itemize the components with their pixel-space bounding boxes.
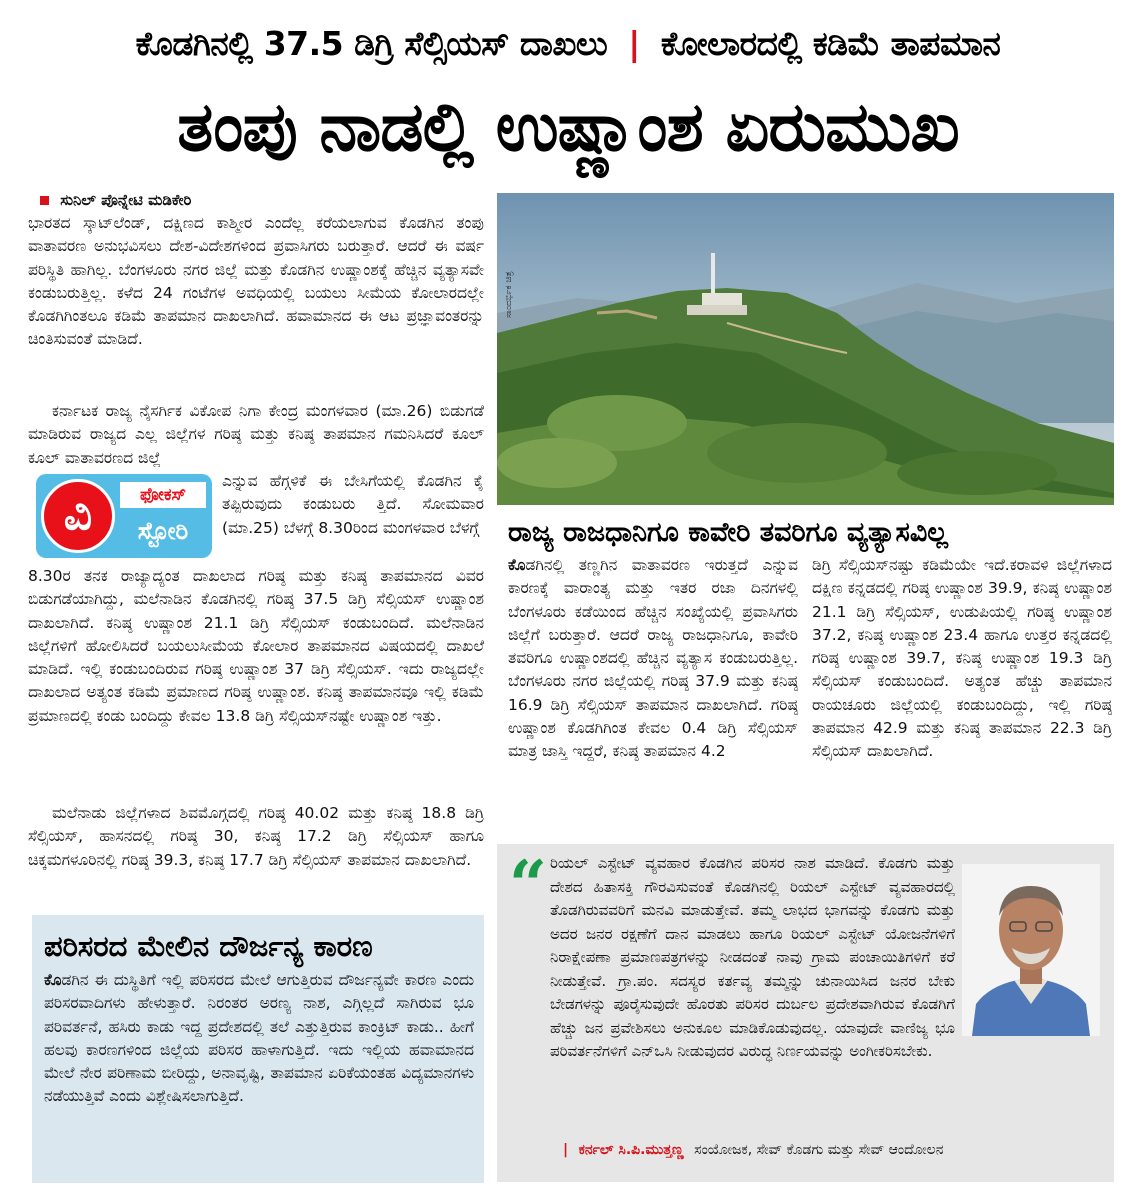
article-paragraph-2-rest: 8.30ರ ತನಕ ರಾಜ್ಯಾದ್ಯಂತ ದಾಖಲಾದ ಗರಿಷ್ಠ ಮತ್ತು ಕನಿಷ್ಠ ತಾಪಮಾನದ ವಿವರ ಬಿಡುಗಡೆಯಾಗಿದ್ದು, ಮಲೆನಾಡಿನ ಕೊಡಗಿನಲ್ಲಿ ಗರಿಷ್ಠ 37.5 ಡಿಗ್ರಿ ಸೆಲ್ಸಿಯಸ್ ಉಷ್ಣಾಂಶ ದಾಖಲಾಗಿದೆ. ಕನಿಷ್ಠ ಉಷ್ಣಾಂಶ 21.1 ಡಿಗ್ರಿ ಸೆಲ್ಸಿಯಸ್ ಕಂಡುಬಂದಿದೆ. ಮಲೆನಾಡಿನ ಜಿಲ್ಲೆಗಳಿಗೆ ಹೋಲಿಸಿದರೆ ಬಯಲುಸೀಮೆಯ ಕೋಲಾರ ತಾಪಮಾನದ ವಿಷಯದಲ್ಲಿ ದಾಖಲೆ ಮಾಡಿದೆ. ಇಲ್ಲಿ ಕಂಡುಬಂದಿರುವ ಗರಿಷ್ಠ ಉಷ್ಣಾಂಶ 37 ಡಿಗ್ರಿ ಸೆಲ್ಸಿಯಸ್. ಇದು ರಾಜ್ಯದಲ್ಲೇ ದಾಖಲಾದ ಅತ್ಯಂತ ಕಡಿಮೆ ಪ್ರಮಾಣದ ಗರಿಷ್ಠ ಉಷ್ಣಾಂಶ. ಕನಿಷ್ಠ ತಾಪಮಾನವೂ ಇಲ್ಲಿ ಕಡಿಮೆ ಪ್ರಮಾಣದಲ್ಲಿ ಕಂಡು ಬಂದಿದ್ದು ಕೇವಲ 13.8 ಡಿಗ್ರಿ ಸೆಲ್ಸಿಯಸ್‌ನಷ್ಟೇ ಉಷ್ಣಾಂಶ ಇತ್ತು. (28, 567, 484, 725)
kicker-right: ಕೋಲಾರದಲ್ಲಿ ಕಡಿಮೆ ತಾಪಮಾನ (660, 24, 1001, 63)
attribution-role: ಸಂಯೋಜಕ, ಸೇವ್ ಕೊಡಗು ಮತ್ತು ಸೇವ್ ಆಂದೋಲನ (694, 1142, 944, 1158)
quote-text: ರಿಯಲ್ ಎಸ್ಟೇಟ್ ವ್ಯವಹಾರ ಕೊಡಗಿನ ಪರಿಸರ ನಾಶ ಮಾಡಿದೆ. ಕೊಡಗು ಮತ್ತು ದೇಶದ ಹಿತಾಸಕ್ತಿ ಗೌರವಿಸುವಂತೆ ಕೊಡಗಿನಲ್ಲಿ ರಿಯಲ್ ಎಸ್ಟೇಟ್ ವ್ಯವಹಾರದಲ್ಲಿ ತೊಡಗಿರುವವರಿಗೆ ಮನವಿ ಮಾಡುತ್ತೇವೆ. ತಮ್ಮ ಲಾಭದ ಭಾಗವನ್ನು ಕೊಡಗು ಮತ್ತು ಅದರ ಜನರ ರಕ್ಷಣೆಗೆ ದಾನ ಮಾಡಲು ಹಾಗೂ ರಿಯಲ್ ಎಸ್ಟೇಟ್ ಯೋಜನೆಗಳಿಗೆ ನಿರಾಕ್ಷೇಪಣಾ ಪ್ರಮಾಣಪತ್ರಗಳನ್ನು ನೀಡದಂತೆ ನಾವು ಗ್ರಾಮ ಪಂಚಾಯಿತಿಗಳಿಗೆ ಕರೆ ನೀಡುತ್ತೇವೆ. ಗ್ರಾ.ಪಂ. ಸದಸ್ಯರ ಕರ್ತವ್ಯ ತಮ್ಮನ್ನು ಚುನಾಯಿಸಿದ ಜನರ ಬೇಕು ಬೇಡಗಳನ್ನು ಪೂರೈಸುವುದೇ ಹೊರತು ಪರಿಸರ ದುರ್ಬಲ ಪ್ರದೇಶವಾಗಿರುವ ಕೊಡಗಿಗೆ ಹೆಚ್ಚು ಜನ ಪ್ರವೇಶಿಸಲು ಅನುಕೂಲ ಮಾಡಿಕೊಡುವುದಲ್ಲ. ಯಾವುದೇ ವಾಣಿಜ್ಯ ಭೂ ಪರಿವರ್ತನೆಗಳಿಗೆ ಎನ್‌ಒಸಿ ನೀಡುವುದರ ವಿರುದ್ಧ ನಿರ್ಣಯವನ್ನು ಅಂಗೀಕರಿಸಬೇಕು. (550, 854, 955, 1060)
environment-box-body: ಡಗಿನ ಈ ದುಸ್ಥಿತಿಗೆ ಇಲ್ಲಿ ಪರಿಸರದ ಮೇಲೆ ಆಗುತ್ತಿರುವ ದೌರ್ಜನ್ಯವೇ ಕಾರಣ ಎಂದು ಪರಿಸರವಾದಿಗಳು ಹೇಳುತ್ತಾರೆ. ನಿರಂತರ ಅರಣ್ಯ ನಾಶ, ಎಗ್ಗಿಲ್ಲದೆ ಸಾಗಿರುವ ಭೂ ಪರಿವರ್ತನೆ, ಹಸಿರು ಕಾಡು ಇದ್ದ ಪ್ರದೇಶದಲ್ಲಿ ತಲೆ ಎತ್ತುತ್ತಿರುವ ಕಾಂಕ್ರಿಟ್ ಕಾಡು.. ಹೀಗೆ ಹಲವು ಕಾರಣಗಳಿಂದ ಜಿಲ್ಲೆಯ ಪರಿಸರ ಹಾಳಾಗುತ್ತಿದೆ. ಇದು ಇಲ್ಲಿಯ ಹವಾಮಾನದ ಮೇಲೆ ನೇರ ಪರಿಣಾಮ ಬೀರಿದ್ದು, ಅನಾವೃಷ್ಟಿ, ತಾಪಮಾನ ಏರಿಕೆಯಂತಹ ವಿದ್ಯಮಾನಗಳು ನಡೆಯುತ್ತಿವೆ ಎಂದು ವಿಶ್ಲೇಷಿಸಲಾಗುತ್ತಿದೆ. (44, 971, 474, 1106)
focus-badge-line1: ಫೋಕಸ್ (120, 482, 206, 508)
attribution-name: ಕರ್ನಲ್ ಸಿ.ಪಿ.ಮುತ್ತಣ್ಣ (578, 1142, 684, 1158)
portrait-wrap-spacer (955, 852, 1105, 1037)
byline (40, 190, 191, 210)
environment-box-drop-cap: ಕೊ (44, 971, 62, 989)
byline-square-icon (40, 196, 49, 205)
photo-credit: ಸಾಂದರ್ಭಿಕ ಚಿತ್ರ (504, 271, 514, 318)
article-paragraph-2-wrap: ಎನ್ನುವ ಹೆಗ್ಗಳಿಕೆ ಈ ಬೇಸಿಗೆಯಲ್ಲಿ ಕೊಡಗಿನ ಕೈ ತಪ್ಪಿರುವುದು ಕಂಡುಬರು ತ್ತಿದೆ. ಸೋಮವಾರ (ಮಾ.25) ಬೆಳಗ್ಗೆ 8.30ರಿಂದ ಮಂಗಳವಾರ ಬೆಳಗ್ಗೆ (222, 472, 484, 537)
byline-text: ಸುನಿಲ್ ಪೊನ್ನೇಟಿ ಮಡಿಕೇರಿ (60, 191, 192, 209)
environment-box-title: ಪರಿಸರದ ಮೇಲಿನ ದೌರ್ಜನ್ಯ ಕಾರಣ (44, 929, 373, 963)
quote-attribution (563, 1138, 1103, 1162)
landscape-photo (497, 193, 1114, 505)
kicker-separator: | (628, 24, 640, 63)
kicker-line (0, 14, 1136, 74)
attribution-bar: | (563, 1142, 569, 1158)
quote-text-top (550, 852, 1105, 1138)
article-paragraph-3: ಮಲೆನಾಡು ಜಿಲ್ಲೆಗಳಾದ ಶಿವಮೊಗ್ಗದಲ್ಲಿ ಗರಿಷ್ಠ 40.02 ಮತ್ತು ಕನಿಷ್ಠ 18.8 ಡಿಗ್ರಿ ಸೆಲ್ಸಿಯಸ್, ಹಾಸನದಲ್ಲಿ ಗರಿಷ್ಠ 30, ಕನಿಷ್ಠ 17.2 ಡಿಗ್ರಿ ಸೆಲ್ಸಿಯಸ್ ಹಾಗೂ ಚಿಕ್ಕಮಗಳೂರಿನಲ್ಲಿ ಗರಿಷ್ಠ 39.3, ಕನಿಷ್ಠ 17.7 ಡಿಗ್ರಿ ಸೆಲ್ಸಿಯಸ್ ತಾಪಮಾನ ದಾಖಲಾಗಿದೆ. (28, 804, 484, 869)
sub-story-column-1-text: ಡಗಿನಲ್ಲಿ ತಣ್ಣಗಿನ ವಾತಾವರಣ ಇರುತ್ತದೆ ಎನ್ನುವ ಕಾರಣಕ್ಕೆ ವಾರಾಂತ್ಯ ಮತ್ತು ಇತರ ರಜಾ ದಿನಗಳಲ್ಲಿ ಬೆಂಗಳೂರು ಕಡೆಯಿಂದ ಹೆಚ್ಚಿನ ಸಂಖ್ಯೆಯಲ್ಲಿ ಪ್ರವಾಸಿಗರು ಜಿಲ್ಲೆಗೆ ಬರುತ್ತಾರೆ. ಆದರೆ ರಾಜ್ಯ ರಾಜಧಾನಿಗೂ, ಕಾವೇರಿ ತವರಿಗೂ ಉಷ್ಣಾಂಶದಲ್ಲಿ ಹೆಚ್ಚಿನ ವ್ಯತ್ಯಾಸ ಕಂಡುಬರುತ್ತಿಲ್ಲ. ಬೆಂಗಳೂರು ನಗರ ಜಿಲ್ಲೆಯಲ್ಲಿ ಗರಿಷ್ಠ 37.9 ಮತ್ತು ಕನಿಷ್ಠ 16.9 ಡಿಗ್ರಿ ಸೆಲ್ಸಿಯಸ್ ತಾಪಮಾನ ದಾಖಲಾಗಿದೆ. ಗರಿಷ್ಠ ಉಷ್ಣಾಂಶ ಕೊಡಗಿಗಿಂತ ಕೇವಲ 0.4 ಡಿಗ್ರಿ ಸೆಲ್ಸಿಯಸ್ ಮಾತ್ರ ಜಾಸ್ತಿ ಇದ್ದರೆ, ಕನಿಷ್ಠ ತಾಪಮಾನ 4.2 (508, 556, 798, 761)
sub-story-title: ರಾಜ್ಯ ರಾಜಧಾನಿಗೂ ಕಾವೇರಿ ತವರಿಗೂ ವ್ಯತ್ಯಾಸವಿಲ್ಲ (508, 517, 949, 548)
focus-badge-letter: ವಿ (41, 479, 115, 553)
kicker-left: ಕೊಡಗಿನಲ್ಲಿ 37.5 ಡಿಗ್ರಿ ಸೆಲ್ಸಿಯಸ್ ದಾಖಲು (135, 24, 608, 63)
article-paragraph-2: ಕರ್ನಾಟಕ ರಾಜ್ಯ ನೈಸರ್ಗಿಕ ವಿಕೋಪ ನಿಗಾ ಕೇಂದ್ರ ಮಂಗಳವಾರ (ಮಾ.26) ಬಿಡುಗಡೆ ಮಾಡಿರುವ ರಾಜ್ಯದ ಎಲ್ಲ ಜಿಲ್ಲೆಗಳ ಗರಿಷ್ಠ ಮತ್ತು ಕನಿಷ್ಠ ತಾಪಮಾನ ಗಮನಿಸಿದರೆ ಕೂಲ್ ಕೂಲ್ ವಾತಾವರಣದ ಜಿಲ್ಲೆ (28, 402, 484, 467)
environment-box-text (44, 969, 474, 1179)
quote-mark-icon: “ (509, 846, 547, 924)
environment-box (32, 915, 484, 1183)
headline: ತಂಪು ನಾಡಲ್ಲಿ ಉಷ್ಣಾಂಶ ಏರುಮುಖ (177, 88, 959, 167)
sub-story-drop-cap: ಕೊ (508, 556, 526, 574)
quote-box (497, 844, 1114, 1182)
article-paragraph-1: ಭಾರತದ ಸ್ಕಾಟ್‌ಲೆಂಡ್, ದಕ್ಷಿಣದ ಕಾಶ್ಮೀರ ಎಂದೆಲ್ಲ ಕರೆಯಲಾಗುವ ಕೊಡಗಿನ ತಂಪು ವಾತಾವರಣ ಅನುಭವಿಸಲು ದೇಶ-ವಿದೇಶಗಳಿಂದ ಪ್ರವಾಸಿಗರು ಬರುತ್ತಾರೆ. ಆದರೆ ಈ ವರ್ಷ ಪರಿಸ್ಥಿತಿ ಹಾಗಿಲ್ಲ. ಬೆಂಗಳೂರು ನಗರ ಜಿಲ್ಲೆ ಮತ್ತು ಕೊಡಗಿನ ಉಷ್ಣಾಂಶಕ್ಕೆ ಹೆಚ್ಚಿನ ವ್ಯತ್ಯಾಸವೇ ಕಂಡುಬರುತ್ತಿಲ್ಲ. ಕಳೆದ 24 ಗಂಟೆಗಳ ಅವಧಿಯಲ್ಲಿ ಬಯಲು ಸೀಮೆಯ ಕೋಲಾರದಲ್ಲೇ ಕೊಡಗಿಗಿಂತಲೂ ಕಡಿಮೆ ತಾಪಮಾನ ದಾಖಲಾಗಿದೆ. ಹವಾಮಾನದ ಈ ಆಟ ಪ್ರಜ್ಞಾವಂತರನ್ನು ಚಿಂತಿಸುವಂತೆ ಮಾಡಿದೆ. (28, 214, 484, 349)
focus-story-badge (36, 474, 212, 558)
sub-story-column-2: ಡಿಗ್ರಿ ಸೆಲ್ಸಿಯಸ್‌ನಷ್ಟು ಕಡಿಮೆಯೇ ಇದೆ.ಕರಾವಳಿ ಜಿಲ್ಲೆಗಳಾದ ದಕ್ಷಿಣ ಕನ್ನಡದಲ್ಲಿ ಗರಿಷ್ಠ ಉಷ್ಣಾಂಶ 39.9, ಕನಿಷ್ಠ ಉಷ್ಣಾಂಶ 21.1 ಡಿಗ್ರಿ ಸೆಲ್ಸಿಯಸ್, ಉಡುಪಿಯಲ್ಲಿ ಗರಿಷ್ಠ ಉಷ್ಣಾಂಶ 37.2, ಕನಿಷ್ಠ ಉಷ್ಣಾಂಶ 23.4 ಹಾಗೂ ಉತ್ತರ ಕನ್ನಡದಲ್ಲಿ ಗರಿಷ್ಠ ಉಷ್ಣಾಂಶ 39.7, ಕನಿಷ್ಠ ಉಷ್ಣಾಂಶ 19.3 ಡಿಗ್ರಿ ಸೆಲ್ಸಿಯಸ್ ಕಂಡುಬಂದಿದೆ. ಅತ್ಯಂತ ಹೆಚ್ಚು ತಾಪಮಾನ ರಾಯಚೂರು ಜಿಲ್ಲೆಯಲ್ಲಿ ಕಂಡುಬಂದಿದ್ದು, ಇಲ್ಲಿ ಗರಿಷ್ಠ ತಾಪಮಾನ 42.9 ಮತ್ತು ಕನಿಷ್ಠ ತಾಪಮಾನ 22.3 ಡಿಗ್ರಿ ಸೆಲ್ಸಿಯಸ್ ದಾಖಲಾಗಿದೆ. (812, 556, 1112, 761)
sub-story-column-1 (508, 554, 798, 834)
focus-badge-line2: ಸ್ಟೋರಿ (137, 517, 189, 545)
hill-landscape-image (497, 193, 1114, 505)
